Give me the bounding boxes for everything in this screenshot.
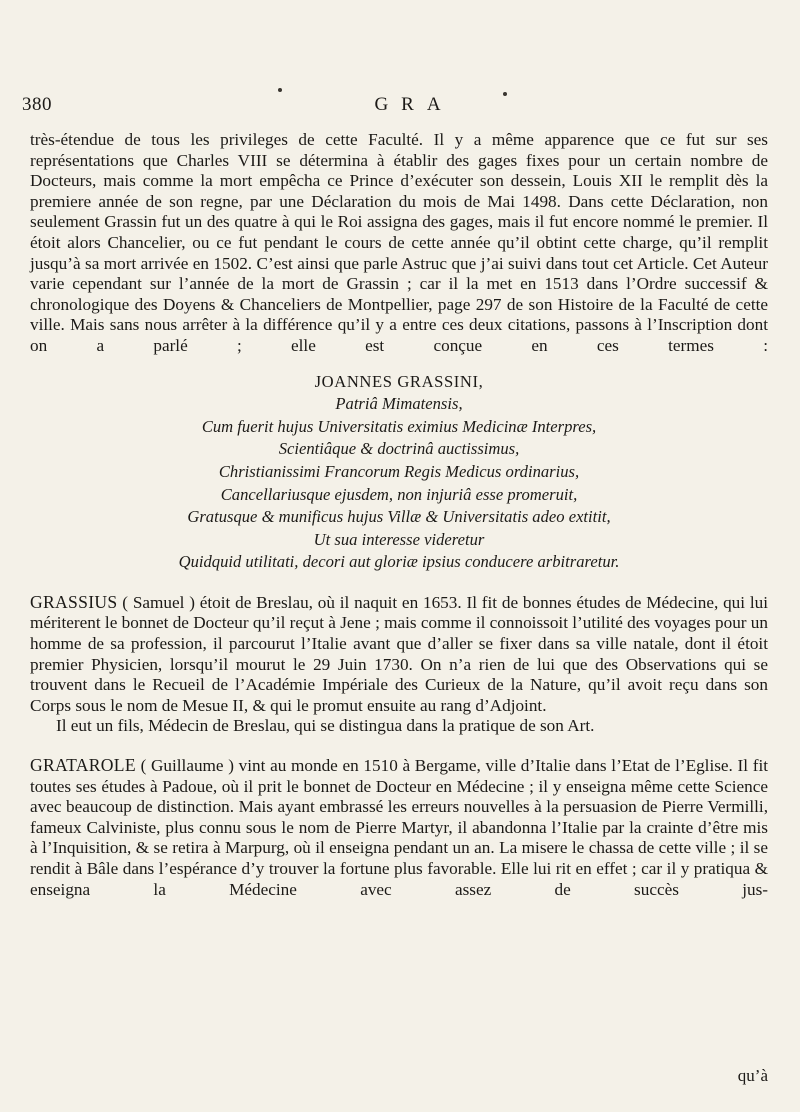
inscription-line: Quidquid utilitati, decori aut gloriæ ipsius conducere arbitraretur. bbox=[178, 552, 620, 572]
page-header bbox=[22, 94, 766, 120]
entry-grassius bbox=[30, 592, 768, 737]
inscription-line: Gratusque & munificus hujus Villæ & Universitatis adeo extitit, bbox=[187, 507, 611, 527]
ink-spot bbox=[503, 92, 507, 96]
inscription-line: Cancellariusque ejusdem, non injuriâ esse promeruit, bbox=[220, 484, 578, 504]
entry-paragraph: Il eut un fils, Médecin de Breslau, qui se distingua dans la pratique de son Art. bbox=[56, 716, 595, 736]
inscription-line: Cum fuerit hujus Universitatis eximius Medicinæ Interpres, bbox=[201, 416, 597, 436]
page-body bbox=[30, 130, 768, 900]
entry-paragraph bbox=[30, 592, 768, 717]
inscription-block bbox=[30, 371, 768, 574]
ink-spot bbox=[278, 88, 282, 92]
entry-gratarole bbox=[30, 755, 768, 900]
entry-text: ( Guillaume ) vint au monde en 1510 à Bergame, ville d’Italie dans l’Etat de l’Eglise. Il fit toutes ses études à Padoue, où il prit le bonnet de Docteur en Médecine ; il y enseigna même cette Science avec beaucoup de distinction. Mais ayant embrassé les erreurs nouvelles à la persuasion de Pierre Vermilli, fameux Calviniste, plus connu sous le nom de Pierre Martyr, il abandonna l’Italie par la crainte d’être mis à l’Inquisition, & se retira à Marpurg, où il enseigna pendant un an. La misere le chassa de cette ville ; il se rendit à Bâle dans l’espérance d’y trouver la fortune plus favorable. Elle lui rit en effet ; car il y pratiqua & enseigna la Médecine avec assez de succès jus- bbox=[30, 756, 769, 899]
entry-paragraph bbox=[30, 755, 768, 900]
inscription-line: Christianissimi Francorum Regis Medicus ordinarius, bbox=[218, 461, 580, 481]
inscription-line: Scientiâque & doctrinâ auctissimus, bbox=[278, 439, 520, 459]
inscription-line: Ut sua interesse videretur bbox=[313, 529, 485, 549]
inscription-line: JOANNES GRASSINI, bbox=[314, 371, 484, 391]
entry-text: ( Samuel ) étoit de Breslau, où il naquit en 1653. Il fit de bonnes études de Médecine, qui lui mériterent le bonnet de Docteur qu’il reçut à Jene ; mais comme il connoissoit l’utilité des voyages pour un homme de sa profession, il parcourut l’Italie avant que d’aller se fixer dans sa ville natale, dont il étoit premier Physicien, lorsqu’il mourut le 29 Juin 1730. On n’a rien de lui que des Observations qui se trouvent dans le Recueil de l’Académie Impériale des Curieux de la Nature, qu’il avoit reçu dans son Corps sous le nom de Mesue II, & qui le promut ensuite au rang d’Adjoint. bbox=[30, 592, 768, 715]
inscription-line: Patriâ Mimatensis, bbox=[335, 394, 463, 414]
intro-paragraph: très-étendue de tous les privileges de cette Faculté. Il y a même apparence que ce fut sur ses représentations que Charles VIII se détermina à établir des gages fixes pour un certain nombre de Docteurs, mais comme la mort empêcha ce Prince d’exécuter son dessein, Louis XII le remplit dès la premiere année de son regne, par une Déclaration du mois de Mai 1498. Dans cette Déclaration, non seulement Grassin fut un des quatre à qui le Roi assigna des gages, mais il fut encore nommé le premier. Il étoit alors Chancelier, ou ce fut pendant le cours de cette année qu’il obtint cette charge, qu’il remplit jusqu’à sa mort arrivée en 1502. C’est ainsi que parle Astruc que j’ai suivi dans tout cet Article. Cet Auteur varie cependant sur l’année de la mort de Grassin ; car il la met en 1513 dans l’Ordre successif & chronologique des Doyens & Chanceliers de Montpellier, page 297 de son Histoire de la Faculté de cette ville. Mais sans nous arrêter à la différence qu’il y a entre ces deux citations, passons à l’Inscription dont on a parlé ; elle est conçue en ces termes : bbox=[30, 130, 768, 355]
running-head: GRA bbox=[374, 94, 454, 115]
catchword: qu’à bbox=[737, 1066, 768, 1085]
page-number: 380 bbox=[22, 94, 52, 115]
entry-headword: GRATAROLE bbox=[30, 755, 136, 776]
entry-headword: GRASSIUS bbox=[30, 591, 118, 612]
